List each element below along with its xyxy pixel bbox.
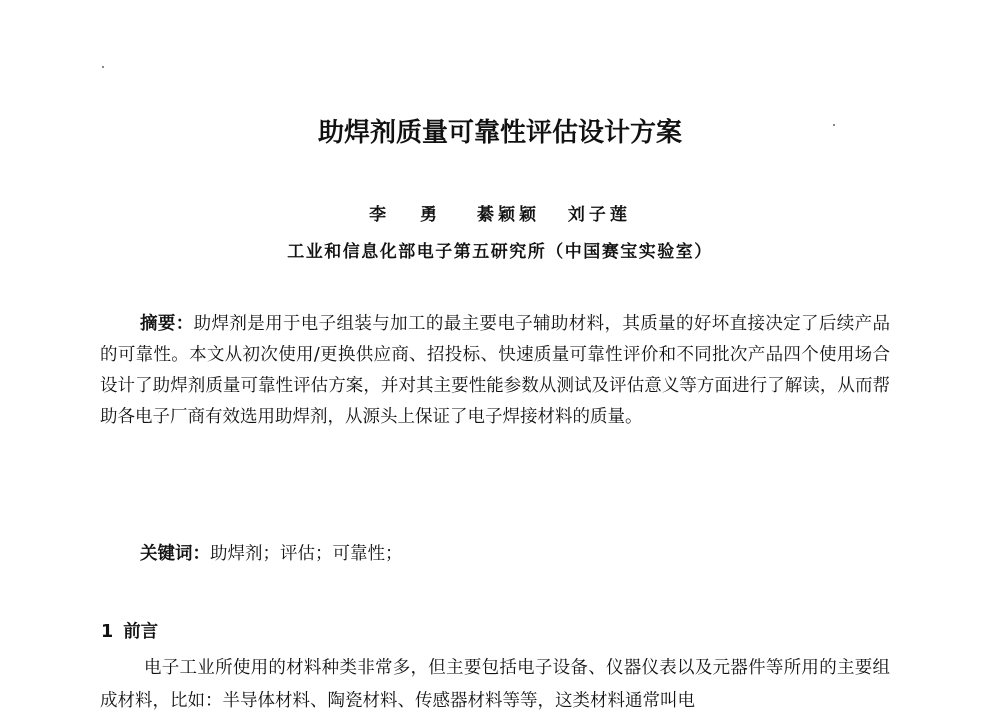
author-name: 刘子莲 xyxy=(567,205,631,225)
section-title: 前言 xyxy=(123,622,159,642)
abstract-text: 助焊剂是用于电子组装与加工的最主要电子辅助材料，其质量的好坏直接决定了后续产品的可靠性。本文从初次使用/更换供应商、招投标、快速质量可靠性评价和不同批次产品四个使用场合设计了助焊剂质量可靠性评估方案，并对其主要性能参数从测试及评估意义等方面进行了解读，从而帮助各电子厂商有效选用助焊剂，从源头上保证了电子焊接材料的质量。 xyxy=(100,314,891,427)
keywords xyxy=(140,540,403,565)
abstract-label: 摘要： xyxy=(140,314,194,334)
section-body-text: 电子工业所使用的材料种类非常多，但主要包括电子设备、仪器仪表以及元器件等所用的主要组成材料，比如：半导体材料、陶瓷材料、传感器材料等等，这类材料通常叫电 xyxy=(100,658,890,711)
keywords-label: 关键词： xyxy=(140,544,210,564)
author-affiliation: 工业和信息化部电子第五研究所（中国赛宝实验室） xyxy=(287,242,713,262)
author-name: 李 勇 xyxy=(369,205,452,225)
section-number: 1 xyxy=(101,622,114,642)
scan-speck xyxy=(102,66,104,68)
author-list xyxy=(0,200,1000,225)
abstract xyxy=(100,309,890,433)
author-name: 綦颖颖 xyxy=(476,205,540,225)
paper-title: 助焊剂质量可靠性评估设计方案 xyxy=(317,118,682,148)
section-heading xyxy=(101,618,158,643)
keywords-text: 助焊剂；评估；可靠性； xyxy=(210,544,403,564)
